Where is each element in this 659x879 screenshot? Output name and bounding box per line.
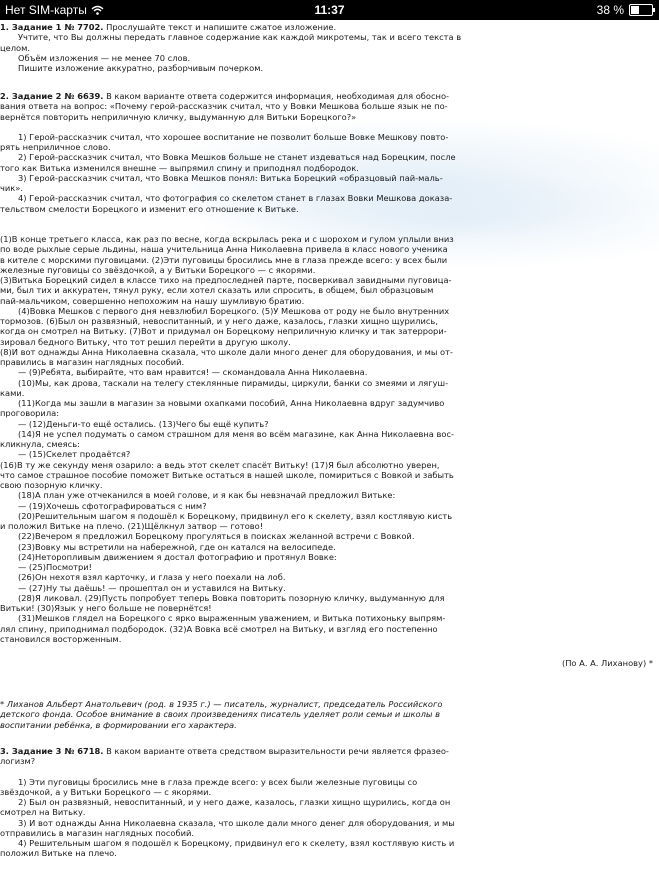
status-bar (0, 0, 659, 20)
story-line: (8)И вот однажды Анна Николаевна сказала, что школе дали много денег для оборудования, и мы от- (0, 346, 453, 357)
task2-option-1: 1) Герой-рассказчик считал, что хорошее воспитание не позволит больше Вовке Мешкову повто- (18, 131, 449, 142)
story-line: (3)Витька Борецкий сидел в классе тихо на предпоследней парте, посверкивал завидными пуговица- (0, 275, 452, 285)
story-line: (24)Неторопливым движением я достал фотографию и протянул Вовке: (18, 551, 337, 562)
story-line: — (12)Деньги-то ещё остались. (13)Чего бы ещё купить? (18, 418, 269, 429)
task2-option-3: 3) Герой-рассказчик считал, что Вовка Мешков понял: Витька Борецкий «образцовый пай-маль- (18, 172, 443, 183)
story-line: Витьки! (30)Язык у него больше не повернётся! (0, 603, 212, 613)
story-line: правились в магазин наглядных пособий. (0, 357, 185, 367)
story-line: свою позорную кличку. (0, 480, 103, 490)
footnote-line: воспитании ребёнка, в формировании его характера. (0, 719, 237, 730)
story-line: (1)В конце третьего класса, как раз по весне, когда вскрылась река и с шорохом и гулом уплыли вниз (0, 234, 454, 244)
clock: 11:37 (314, 3, 345, 17)
story-line: (26)Он нехотя взял карточку, и глаза у него поехали на лоб. (18, 572, 286, 583)
task3-title[interactable]: 3. Задание 3 № 6718. (0, 746, 104, 756)
task3-option-1-cont: звёздочкой, а у Витьки Борецкого — с якорями. (0, 786, 212, 797)
story-line: (23)Вовку мы встретили на набережной, где он катался на велосипеде. (18, 541, 336, 552)
task2-block (0, 91, 653, 214)
document-page (0, 20, 659, 879)
story-line: и положил Витьке на плечо. (21)Щёлкнул затвор — готово! (0, 521, 264, 531)
footnote-line: * Лиханов Альберт Анатольевич (род. в 1935 г.) — писатель, журналист, председатель Российского (0, 699, 443, 709)
story-line: (18)А план уже отчеканился в моей голове, и я как бы невзначай предложил Витьке: (18, 490, 396, 501)
task2-question: В каком варианте ответа содержится информация, необходимая для обосно- (106, 91, 450, 101)
story-line: ками. (0, 387, 25, 398)
task3-option-1: 1) Эти пуговицы бросились мне в глаза прежде всего: у всех были железные пуговицы со (18, 776, 418, 787)
story-line: — (9)Ребята, выбирайте, что вам нравится! — скомандовала Анна Николаевна. (18, 367, 368, 378)
story-line: кликнула, смеясь: (0, 439, 80, 449)
task2-option-2: 2) Герой-рассказчик считал, что Вовка Мешков больше не станет издеваться над Борецким, после (18, 152, 456, 163)
story-line: (20)Решительным шагом я подошёл к Борецкому, придвинул его к скелету, взял костлявую кисть (18, 510, 453, 521)
story-line: (22)Вечером я предложил Борецкому прогуляться в поисках желанной встречи с Вовкой. (18, 531, 415, 542)
carrier-label: Нет SIM-карты (5, 3, 87, 17)
task1-block (0, 22, 653, 73)
story-line: зировал бедного Витьку, что тот решил перейти в другую школу. (0, 336, 291, 347)
task3-option-4-cont: положил Витьке на плечо. (0, 848, 117, 859)
story-line: (28)Я ликовал. (29)Пусть попробует теперь Вовка повторить позорную кличку, выдуманную для (18, 592, 445, 603)
story-line: проговорила: (0, 408, 60, 419)
task3-option-3-cont: отправились в магазин наглядных пособий. (0, 827, 195, 838)
task1-line: Объём изложения — не менее 70 слов. (18, 52, 191, 63)
author-footnote (0, 699, 653, 730)
footnote-line: детского фонда. Особое внимание в своих произведениях писатель уделяет роли семьи и школы в (0, 709, 441, 720)
task3-option-4: 4) Решительным шагом я подошёл к Борецкому, придвинул его к скелету, взял костлявую кисть и (18, 838, 455, 848)
story-line: лял спину, приподнимал подбородок. (32)А Вовка всё смотрел на Витьку, и взгляд его постепенно (0, 623, 438, 634)
story-line: (16)В ту же секунду меня озарило: а ведь этот скелет спасёт Витьку! (17)Я был абсолютно уверен, (0, 459, 440, 470)
battery-icon (629, 4, 653, 16)
task1-instruction: Прослушайте текст и напишите сжатое изложение. (106, 22, 337, 32)
task3-block (0, 746, 653, 859)
task2-option-3-cont: чик». (0, 183, 24, 193)
task2-title[interactable]: 2. Задание 2 № 6639. (0, 91, 104, 101)
story-text (0, 234, 653, 668)
task2-option-1-cont: рять неприличное слово. (0, 142, 111, 152)
task2-option-2-cont: того как Витька изменился внешне — выпрямил спину и приподнял подбородок. (0, 162, 359, 173)
story-line: тормозов. (6)Был он развязный, невоспитанный, и у него даже, казалось, глазки хищно щурились, (0, 316, 438, 326)
story-line: — (15)Скелет продаётся? (18, 449, 131, 460)
story-line: железные пуговицы со звёздочкой, а у Витьки Борецкого — с якорями. (0, 264, 316, 275)
story-line: — (27)Ну ты даёшь! — прошептал он и уставился на Витьку. (18, 582, 286, 593)
story-attribution: (По А. А. Лиханову) * (561, 658, 653, 668)
story-line: (11)Когда мы зашли в магазин за новыми охапками пособий, Анна Николаевна вдруг задумчиво (18, 398, 445, 408)
story-line: пай-мальчиком, совершенно непохожим на нашу шумливую братию. (0, 295, 305, 306)
task3-question: В каком варианте ответа средством выразительности речи является фразео- (106, 746, 449, 756)
task2-question-line: вернётся повторить неприличную кличку, выдуманную для Витьки Борецкого?» (0, 111, 357, 122)
story-line: — (25)Посмотри! (18, 562, 92, 572)
task1-line: Пишите изложение аккуратно, разборчивым почерком. (18, 63, 264, 73)
story-line: по воде рыхлые серые льдины, наша учительница Анна Николаевна привела в класс нового ученика (0, 244, 448, 255)
task2-option-4-cont: тельством смелости Борецкого и изменит его отношение к Витьке. (0, 203, 299, 214)
task1-line: Учтите, что Вы должны передать главное содержание как каждой микротемы, так и всего текста в (18, 32, 462, 43)
task3-question-line: логизм? (0, 756, 36, 767)
task3-option-2-cont: смотрел на Витьку. (0, 807, 86, 818)
story-line: (14)Я не успел подумать о самом страшном для меня во всём магазине, как Анна Николаевна вос- (18, 428, 455, 439)
story-line: — (19)Хочешь сфотографироваться с ним? (18, 500, 207, 511)
story-line: что самое страшное пособие поможет Витьке остаться в нашей школе, помириться с Вовкой и забыть (0, 469, 454, 480)
story-line: ми, был тих и аккуратен, тянул руку, если хотел сказать или спросить, в общем, был образцовым (0, 285, 434, 296)
battery-percent: 38 % (596, 3, 624, 17)
task1-line: целом. (0, 42, 31, 53)
story-line: (10)Мы, как дрова, таскали на телегу стеклянные пирамиды, циркули, банки со змеями и лягуш- (18, 377, 449, 388)
task1-title[interactable]: 1. Задание 1 № 7702. (0, 22, 104, 32)
task2-question-line: вания ответа на вопрос: «Почему герой-рассказчик считал, что у Вовки Мешкова больше язык не по- (0, 101, 448, 112)
task3-option-3: 3) И вот однажды Анна Николаевна сказала, что школе дали много денег для оборудования, и мы (18, 817, 455, 828)
battery-area (597, 3, 653, 17)
task3-option-2: 2) Был он развязный, невоспитанный, и у него даже, казалось, глазки хищно щурились, когда он (18, 797, 451, 807)
story-line: в кителе с морскими пуговицами. (2)Эти пуговицы бросились мне в глаза прежде всего: у всех были (0, 254, 448, 265)
story-line: становился восторженным. (0, 633, 122, 644)
story-line: (4)Вовка Мешков с первого дня невзлюбил Борецкого. (5)У Мешкова от роду не было внутренних (18, 305, 450, 316)
task2-option-4: 4) Герой-рассказчик считал, что фотография со скелетом станет в глазах Вовки Мешкова доказа- (18, 193, 453, 204)
story-line: (31)Мешков глядел на Борецкого с ярко выраженным уважением, и Витька потихоньку выпрям- (18, 613, 446, 624)
story-line: когда он смотрел на Витьку. (7)Вот и придумал он Борецкому неприличную кличку и так затеррори- (0, 326, 447, 337)
